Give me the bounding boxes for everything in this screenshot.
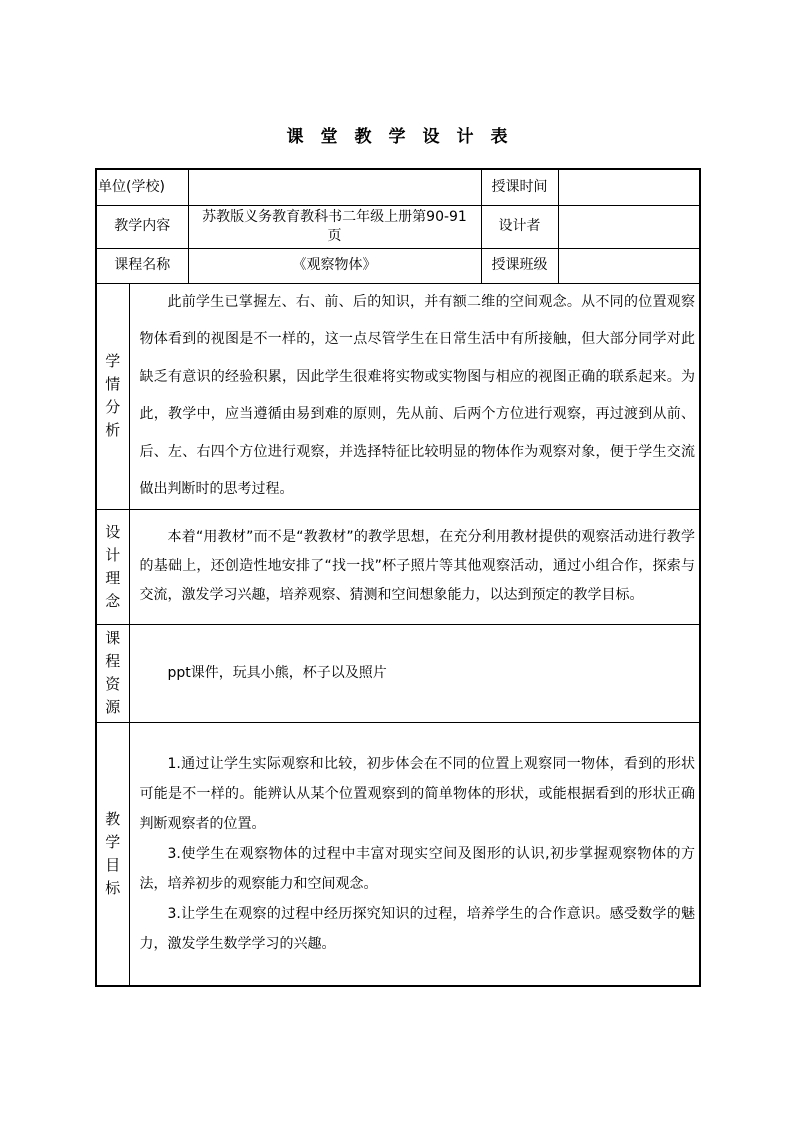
goals-label-text: 教学目标 bbox=[105, 809, 121, 897]
row-resources bbox=[96, 624, 700, 722]
analysis-label bbox=[96, 283, 129, 509]
unit-label: 单位(学校) bbox=[96, 169, 188, 205]
page-title: 课堂教学设计表 bbox=[286, 127, 525, 147]
row-unit bbox=[96, 169, 700, 205]
concept-label-text: 设计理念 bbox=[105, 522, 121, 610]
concept-text: 本着“用教材”而不是“教教材”的教学思想，在充分利用教材提供的观察活动进行教学的基础上，还创造性地安排了“找一找”杯子照片等其他观察活动，通过小组合作，探索与交流，激发学习兴趣，培养观察、猜测和空间想象能力，以达到预定的教学目标。 bbox=[129, 509, 700, 624]
analysis-label-text: 学情分析 bbox=[105, 352, 121, 439]
goal-item: 3.使学生在观察物体的过程中丰富对现实空间及图形的认识,初步掌握观察物体的方法，培养初步的观察能力和空间观念。 bbox=[139, 845, 695, 892]
course-label: 课程名称 bbox=[96, 248, 188, 283]
row-analysis bbox=[96, 283, 700, 509]
concept-label bbox=[96, 509, 129, 624]
goals-list bbox=[129, 722, 700, 986]
designer-value bbox=[558, 205, 700, 248]
time-value bbox=[558, 169, 700, 205]
goal-item: 3.让学生在观察的过程中经历探究知识的过程，培养学生的合作意识。感受数学的魅力，激发学生数学学习的兴趣。 bbox=[139, 905, 695, 952]
row-content bbox=[96, 205, 700, 248]
resources-label bbox=[96, 624, 129, 722]
time-label: 授课时间 bbox=[481, 169, 558, 205]
row-course bbox=[96, 248, 700, 283]
content-value: 苏教版义务教育教科书二年级上册第90-91页 bbox=[188, 205, 481, 248]
goal-item: 1.通过让学生实际观察和比较，初步体会在不同的位置上观察同一物体，看到的形状可能是不一样的。能辨认从某个位置观察到的简单物体的形状，或能根据看到的形状正确判断观察者的位置。 bbox=[139, 755, 695, 832]
row-concept bbox=[96, 509, 700, 624]
class-value bbox=[558, 248, 700, 283]
class-label: 授课班级 bbox=[481, 248, 558, 283]
unit-value bbox=[188, 169, 481, 205]
lesson-design-table bbox=[95, 168, 701, 987]
resources-label-text: 课程资源 bbox=[105, 629, 121, 716]
row-goals bbox=[96, 722, 700, 986]
designer-label: 设计者 bbox=[481, 205, 558, 248]
course-value: 《观察物体》 bbox=[188, 248, 481, 283]
goals-label bbox=[96, 722, 129, 986]
analysis-text: 此前学生已掌握左、右、前、后的知识，并有额二维的空间观念。从不同的位置观察物体看到的视图是不一样的，这一点尽管学生在日常生活中有所接触，但大部分同学对此缺乏有意识的经验积累，因此学生很难将实物或实物图与相应的视图正确的联系起来。为此，教学中，应当遵循由易到难的原则，先从前、后两个方位进行观察，再过渡到从前、后、左、右四个方位进行观察，并选择特征比较明显的物体作为观察对象，便于学生交流做出判断时的思考过程。 bbox=[129, 283, 700, 509]
resources-text: ppt课件，玩具小熊，杯子以及照片 bbox=[129, 624, 700, 722]
content-label: 教学内容 bbox=[96, 205, 188, 248]
